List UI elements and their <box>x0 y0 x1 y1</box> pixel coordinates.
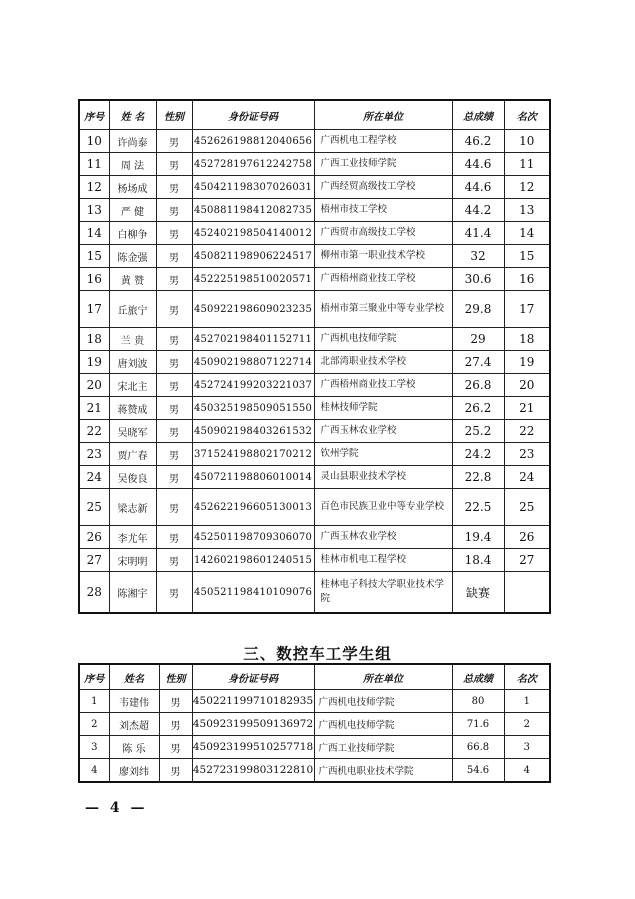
table-row <box>79 572 550 614</box>
row-rank: 1 <box>504 690 550 713</box>
row-unit: 梧州市第三聚业中等专业学校 <box>314 291 452 328</box>
table-row <box>79 351 550 374</box>
row-id-number: 450881198412082735 <box>192 199 314 222</box>
row-name: 杨场成 <box>109 176 156 199</box>
row-unit: 广西机电技师学院 <box>314 328 452 351</box>
row-number: 4 <box>79 759 109 783</box>
table-row <box>79 199 550 222</box>
row-score: 30.6 <box>452 268 504 291</box>
row-number: 12 <box>79 176 109 199</box>
row-score: 27.4 <box>452 351 504 374</box>
row-gender: 男 <box>156 443 192 466</box>
row-name: 吴晓军 <box>109 420 156 443</box>
row-rank: 15 <box>504 245 550 268</box>
row-id-number: 450521198410109076 <box>192 572 314 614</box>
row-rank: 2 <box>504 713 550 736</box>
row-id-number: 452225198510020571 <box>192 268 314 291</box>
row-gender: 男 <box>156 374 192 397</box>
row-unit: 广西梧州商业技工学校 <box>314 268 452 291</box>
row-gender: 男 <box>156 176 192 199</box>
row-score: 22.8 <box>452 466 504 489</box>
row-id-number: 450325198509051550 <box>192 397 314 420</box>
row-rank: 27 <box>504 549 550 572</box>
row-rank: 24 <box>504 466 550 489</box>
table-row <box>79 291 550 328</box>
row-unit: 广西玉林农业学校 <box>314 526 452 549</box>
table-row <box>79 130 550 153</box>
header-unit: 所在单位 <box>314 664 452 690</box>
row-score: 32 <box>452 245 504 268</box>
row-id-number: 452702198401152711 <box>192 328 314 351</box>
row-name: 周 法 <box>109 153 156 176</box>
row-score: 41.4 <box>452 222 504 245</box>
row-unit: 桂林电子科技大学职业技术学院 <box>314 572 452 614</box>
row-unit: 广西工业技师学院 <box>314 153 452 176</box>
row-id-number: 450421198307026031 <box>192 176 314 199</box>
row-rank: 18 <box>504 328 550 351</box>
row-score: 80 <box>452 690 504 713</box>
row-name: 刘杰超 <box>109 713 159 736</box>
row-name: 韦建伟 <box>109 690 159 713</box>
row-rank: 11 <box>504 153 550 176</box>
row-id-number: 452402198504140012 <box>192 222 314 245</box>
table-row <box>79 713 550 736</box>
row-gender: 男 <box>159 690 192 713</box>
row-rank: 16 <box>504 268 550 291</box>
row-number: 23 <box>79 443 109 466</box>
row-number: 22 <box>79 420 109 443</box>
row-number: 24 <box>79 466 109 489</box>
row-number: 19 <box>79 351 109 374</box>
row-id-number: 452622196605130013 <box>192 489 314 526</box>
row-id-number: 450902198807122714 <box>192 351 314 374</box>
row-rank: 13 <box>504 199 550 222</box>
row-name: 陈 乐 <box>109 736 159 759</box>
row-gender: 男 <box>156 351 192 374</box>
table-header-row <box>79 100 550 130</box>
row-gender: 男 <box>156 245 192 268</box>
row-unit: 百色市民族卫业中等专业学校 <box>314 489 452 526</box>
row-id-number: 450902198403261532 <box>192 420 314 443</box>
row-gender: 男 <box>156 526 192 549</box>
row-name: 蒋赞成 <box>109 397 156 420</box>
row-score: 29 <box>452 328 504 351</box>
table-row <box>79 489 550 526</box>
row-gender: 男 <box>156 222 192 245</box>
row-gender: 男 <box>156 153 192 176</box>
header-name: 姓 名 <box>109 100 156 130</box>
row-number: 25 <box>79 489 109 526</box>
row-score: 26.2 <box>452 397 504 420</box>
row-gender: 男 <box>159 759 192 783</box>
row-id-number: 452501198709306070 <box>192 526 314 549</box>
row-rank: 26 <box>504 526 550 549</box>
row-score: 44.6 <box>452 153 504 176</box>
page-number: — 4 — <box>85 800 148 816</box>
row-score: 44.6 <box>452 176 504 199</box>
row-name: 陈金强 <box>109 245 156 268</box>
row-unit: 北部湾职业技术学校 <box>314 351 452 374</box>
table-row <box>79 549 550 572</box>
header-score: 总成绩 <box>452 100 504 130</box>
row-number: 11 <box>79 153 109 176</box>
row-unit: 广西机电职业技术学院 <box>314 759 452 783</box>
row-score: 29.8 <box>452 291 504 328</box>
row-gender: 男 <box>156 549 192 572</box>
row-id-number: 452723199803122810 <box>192 759 314 783</box>
header-rank: 名次 <box>504 664 550 690</box>
row-unit: 梧州市技工学校 <box>314 199 452 222</box>
table-row <box>79 443 550 466</box>
header-no: 序号 <box>79 664 109 690</box>
row-name: 宋北主 <box>109 374 156 397</box>
row-id-number: 452626198812040656 <box>192 130 314 153</box>
row-name: 严 健 <box>109 199 156 222</box>
row-number: 21 <box>79 397 109 420</box>
header-gender: 性别 <box>159 664 192 690</box>
row-gender: 男 <box>156 291 192 328</box>
row-score: 18.4 <box>452 549 504 572</box>
row-number: 1 <box>79 690 109 713</box>
row-rank: 23 <box>504 443 550 466</box>
row-rank: 17 <box>504 291 550 328</box>
row-id-number: 450922198609023235 <box>192 291 314 328</box>
row-rank: 25 <box>504 489 550 526</box>
row-number: 15 <box>79 245 109 268</box>
results-table-1 <box>78 99 551 614</box>
row-rank: 4 <box>504 759 550 783</box>
row-unit: 灵山县职业技术学校 <box>314 466 452 489</box>
row-rank: 22 <box>504 420 550 443</box>
table-row <box>79 176 550 199</box>
row-unit: 广西工业技师学院 <box>314 736 452 759</box>
header-id: 身份证号码 <box>192 100 314 130</box>
row-number: 10 <box>79 130 109 153</box>
table-row <box>79 374 550 397</box>
row-number: 16 <box>79 268 109 291</box>
header-unit: 所在单位 <box>314 100 452 130</box>
row-unit: 广西机电技师学院 <box>314 713 452 736</box>
row-rank: 3 <box>504 736 550 759</box>
header-gender: 性别 <box>156 100 192 130</box>
row-name: 吴俊良 <box>109 466 156 489</box>
row-name: 宋明明 <box>109 549 156 572</box>
row-id-number: 450923199510257718 <box>192 736 314 759</box>
row-id-number: 450721198806010014 <box>192 466 314 489</box>
row-name: 李尤年 <box>109 526 156 549</box>
row-name: 廖刘纬 <box>109 759 159 783</box>
row-name: 白柳争 <box>109 222 156 245</box>
row-name: 陈湘宇 <box>109 572 156 614</box>
row-number: 13 <box>79 199 109 222</box>
row-rank: 12 <box>504 176 550 199</box>
row-name: 唐刘波 <box>109 351 156 374</box>
row-rank: 19 <box>504 351 550 374</box>
row-score: 46.2 <box>452 130 504 153</box>
row-unit: 广西梧州商业技工学校 <box>314 374 452 397</box>
row-number: 17 <box>79 291 109 328</box>
row-gender: 男 <box>156 572 192 614</box>
row-id-number: 450923199509136972 <box>192 713 314 736</box>
row-gender: 男 <box>156 328 192 351</box>
row-gender: 男 <box>156 199 192 222</box>
row-gender: 男 <box>156 268 192 291</box>
row-number: 28 <box>79 572 109 614</box>
row-number: 2 <box>79 713 109 736</box>
row-rank: 21 <box>504 397 550 420</box>
table-row <box>79 268 550 291</box>
row-gender: 男 <box>159 713 192 736</box>
row-unit: 广西玉林农业学校 <box>314 420 452 443</box>
row-unit: 广西机电工程学校 <box>314 130 452 153</box>
header-score: 总成绩 <box>452 664 504 690</box>
row-name: 梁志新 <box>109 489 156 526</box>
row-score: 22.5 <box>452 489 504 526</box>
row-name: 贾广春 <box>109 443 156 466</box>
row-number: 20 <box>79 374 109 397</box>
row-score: 71.6 <box>452 713 504 736</box>
row-name: 黄 赞 <box>109 268 156 291</box>
row-rank: 14 <box>504 222 550 245</box>
table-row <box>79 466 550 489</box>
row-gender: 男 <box>156 489 192 526</box>
row-unit: 桂林技师学院 <box>314 397 452 420</box>
row-gender: 男 <box>156 466 192 489</box>
row-number: 18 <box>79 328 109 351</box>
row-rank <box>504 572 550 614</box>
row-id-number: 452724199203221037 <box>192 374 314 397</box>
table-row <box>79 328 550 351</box>
row-rank: 20 <box>504 374 550 397</box>
row-score: 54.6 <box>452 759 504 783</box>
row-score: 66.8 <box>452 736 504 759</box>
row-unit: 广西经贸高级技工学校 <box>314 176 452 199</box>
row-name: 兰 贵 <box>109 328 156 351</box>
header-no: 序号 <box>79 100 109 130</box>
row-unit: 广西贸市高级技工学校 <box>314 222 452 245</box>
row-unit: 广西机电技师学院 <box>314 690 452 713</box>
row-gender: 男 <box>156 397 192 420</box>
row-id-number: 371524198802170212 <box>192 443 314 466</box>
row-rank: 10 <box>504 130 550 153</box>
row-score: 19.4 <box>452 526 504 549</box>
row-score: 26.8 <box>452 374 504 397</box>
section-title: 三、数控车工学生组 <box>243 645 392 663</box>
header-id: 身份证号码 <box>192 664 314 690</box>
row-gender: 男 <box>156 420 192 443</box>
row-id-number: 452728197612242758 <box>192 153 314 176</box>
table-row <box>79 245 550 268</box>
row-score: 缺赛 <box>452 572 504 614</box>
row-unit: 柳州市第一职业技术学校 <box>314 245 452 268</box>
row-number: 3 <box>79 736 109 759</box>
table-row <box>79 759 550 783</box>
table-row <box>79 222 550 245</box>
table-row <box>79 420 550 443</box>
table-row <box>79 736 550 759</box>
table-row <box>79 153 550 176</box>
table-header-row <box>79 664 550 690</box>
row-id-number: 450221199710182935 <box>192 690 314 713</box>
row-gender: 男 <box>159 736 192 759</box>
header-name: 姓名 <box>109 664 159 690</box>
row-unit: 桂林市机电工程学校 <box>314 549 452 572</box>
row-id-number: 450821198906224517 <box>192 245 314 268</box>
row-number: 26 <box>79 526 109 549</box>
row-gender: 男 <box>156 130 192 153</box>
row-unit: 钦州学院 <box>314 443 452 466</box>
row-number: 27 <box>79 549 109 572</box>
row-id-number: 142602198601240515 <box>192 549 314 572</box>
table-row <box>79 690 550 713</box>
header-rank: 名次 <box>504 100 550 130</box>
table-row <box>79 397 550 420</box>
row-score: 25.2 <box>452 420 504 443</box>
results-table-2 <box>78 663 551 783</box>
row-score: 44.2 <box>452 199 504 222</box>
row-name: 丘旅宁 <box>109 291 156 328</box>
row-name: 许尚泰 <box>109 130 156 153</box>
row-number: 14 <box>79 222 109 245</box>
row-score: 24.2 <box>452 443 504 466</box>
table-row <box>79 526 550 549</box>
